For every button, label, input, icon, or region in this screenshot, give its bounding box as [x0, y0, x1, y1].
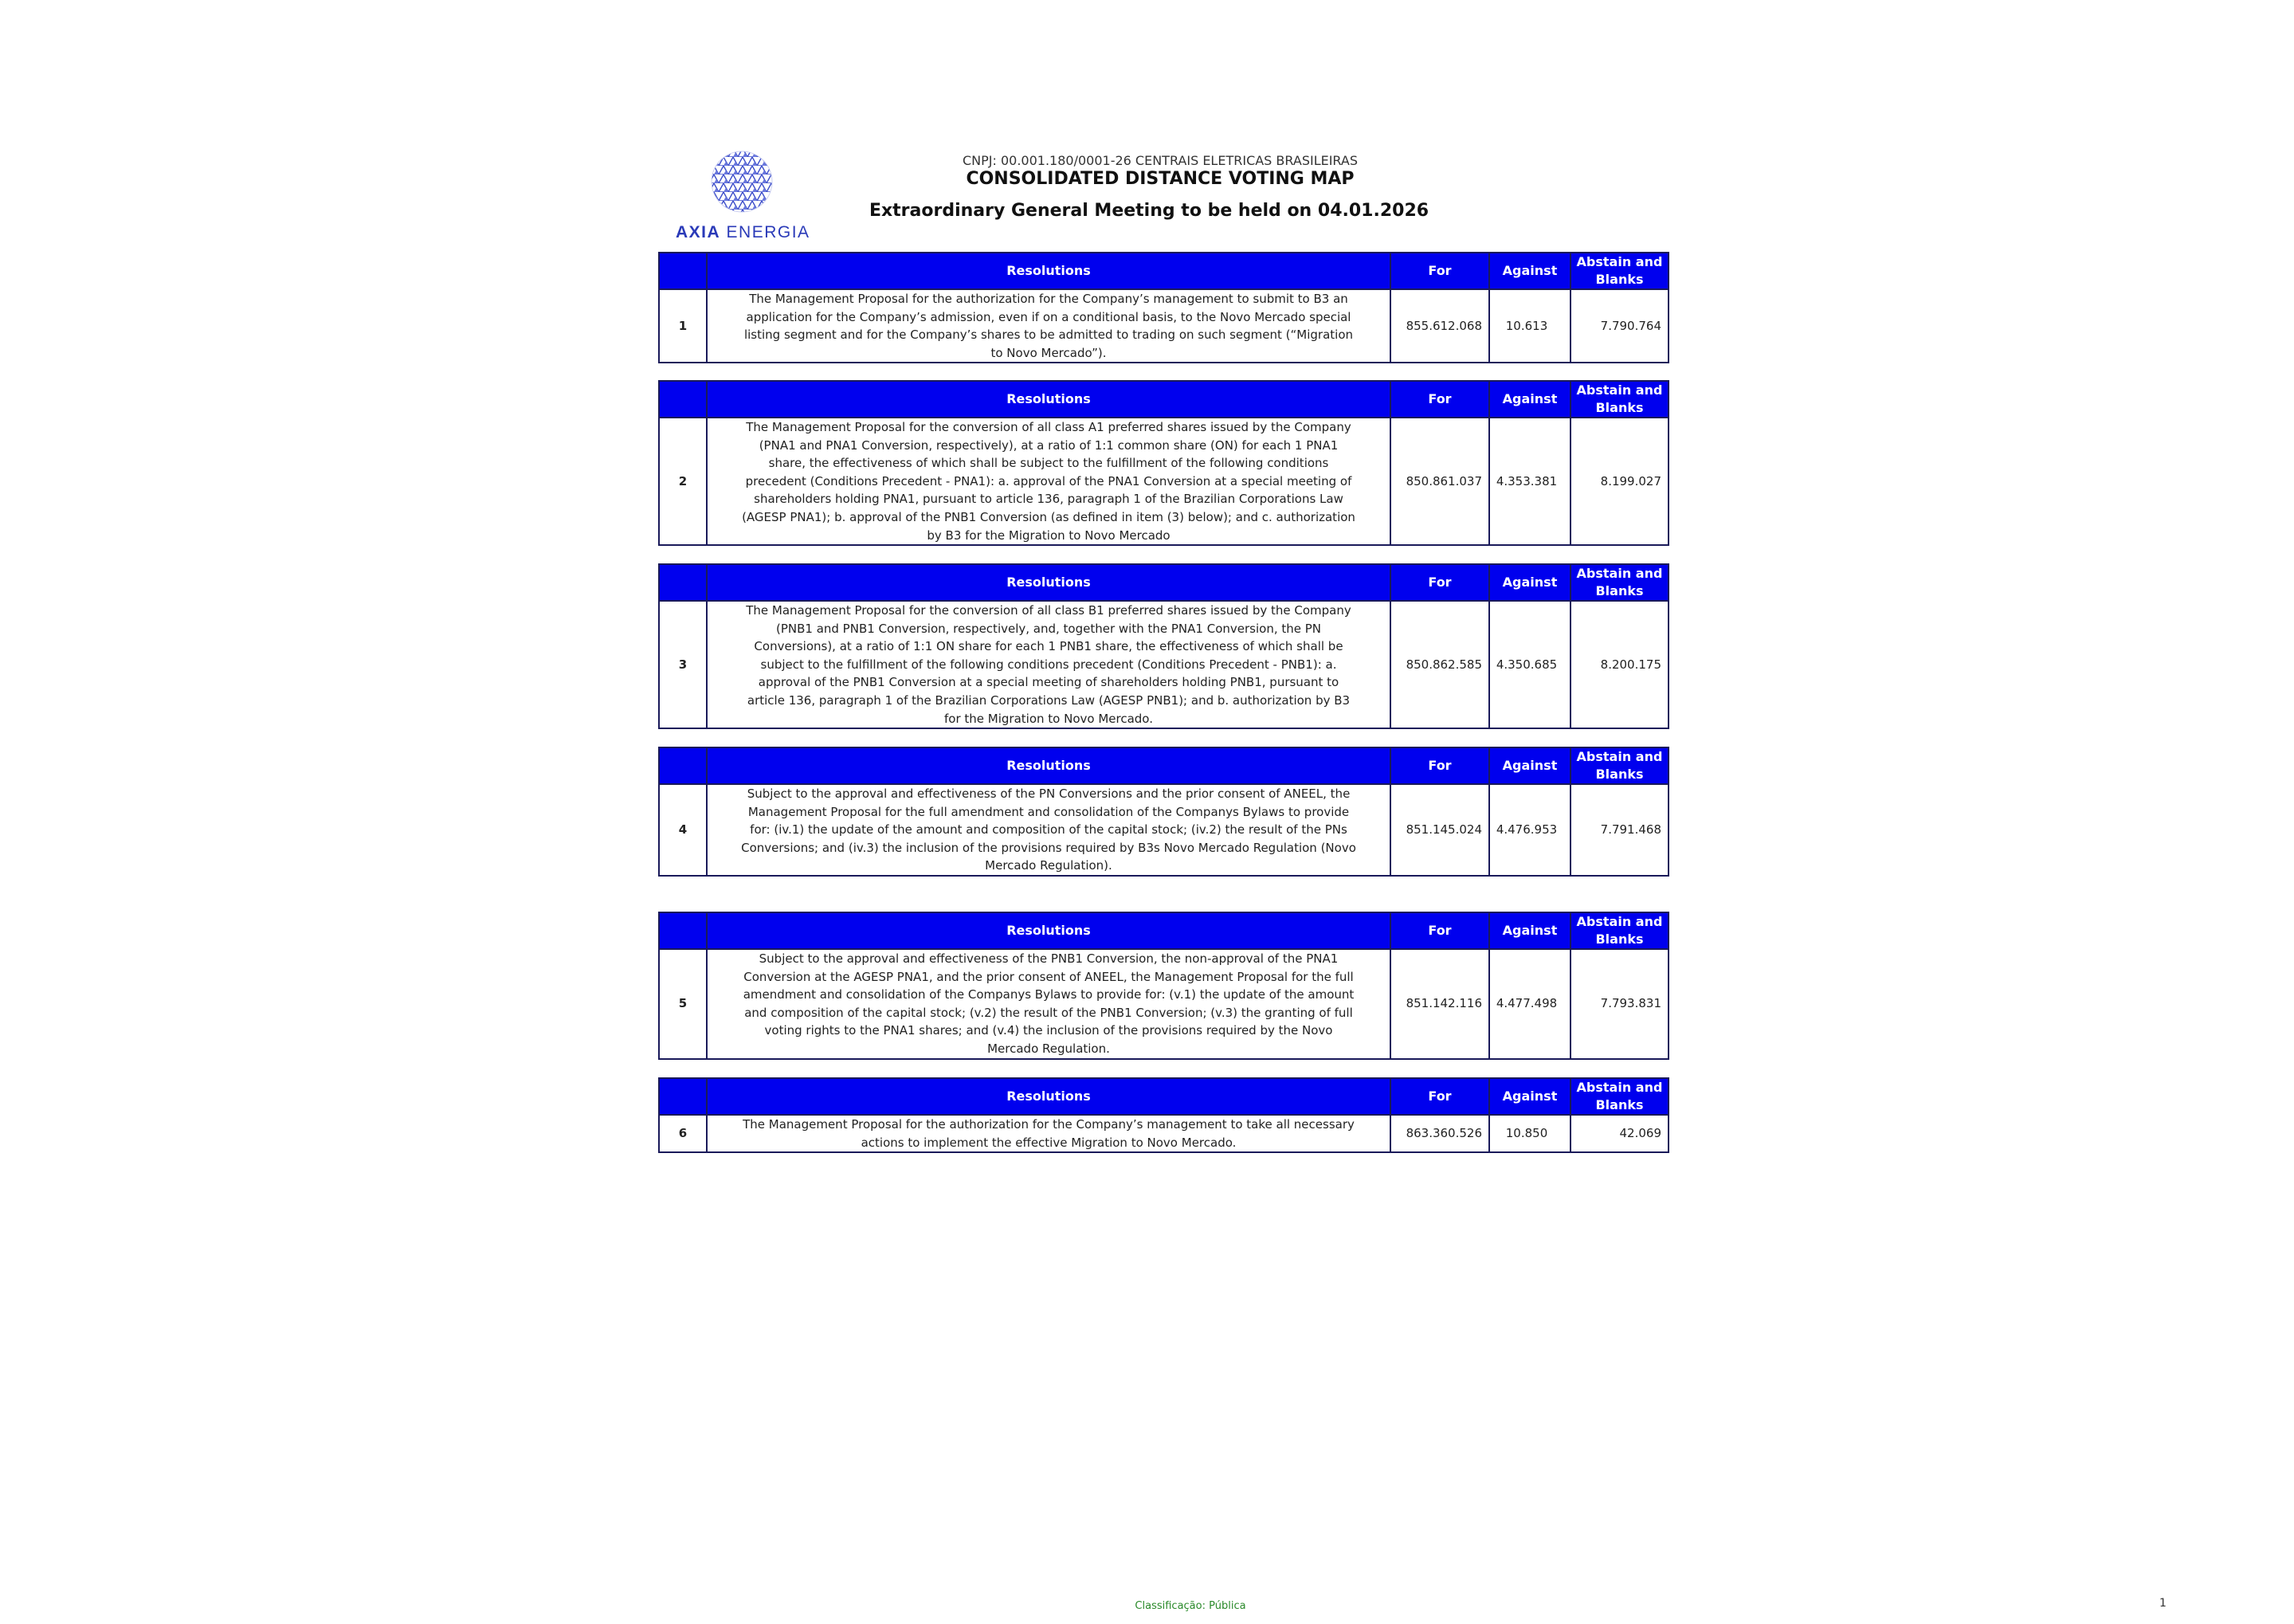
document-header [658, 143, 1669, 245]
header-for: For [1390, 381, 1489, 418]
votes-abstain: 42.069 [1571, 1115, 1669, 1152]
header-number [659, 253, 707, 289]
votes-abstain: 7.790.764 [1571, 289, 1669, 363]
votes-abstain: 8.200.175 [1571, 601, 1669, 728]
table-header-row [659, 381, 1669, 418]
header-for: For [1390, 564, 1489, 601]
votes-abstain: 7.791.468 [1571, 784, 1669, 876]
header-against: Against [1489, 253, 1571, 289]
page-number: 1 [2159, 1597, 2167, 1610]
header-abstain: Abstain and Blanks [1571, 381, 1669, 418]
resolution-table-6 [658, 1077, 1669, 1153]
document-title: CONSOLIDATED DISTANCE VOTING MAP [966, 169, 1355, 189]
table-header-row [659, 912, 1669, 949]
resolution-number: 5 [659, 949, 707, 1059]
header-against: Against [1489, 1078, 1571, 1115]
header-resolutions: Resolutions [707, 747, 1390, 784]
votes-for: 863.360.526 [1390, 1115, 1489, 1152]
table-row [659, 418, 1669, 545]
resolution-table-3 [658, 563, 1669, 729]
table-header-row [659, 747, 1669, 784]
table-header-row [659, 1078, 1669, 1115]
header-resolutions: Resolutions [707, 564, 1390, 601]
resolution-table-1 [658, 252, 1669, 363]
header-number [659, 747, 707, 784]
header-number [659, 912, 707, 949]
table-row [659, 1115, 1669, 1152]
cnpj-line: CNPJ: 00.001.180/0001-26 CENTRAIS ELETRICAS BRASILEIRAS [963, 153, 1358, 168]
votes-against: 4.477.498 [1489, 949, 1571, 1059]
resolution-number: 3 [659, 601, 707, 728]
header-for: For [1390, 253, 1489, 289]
votes-against: 10.850 [1489, 1115, 1571, 1152]
header-resolutions: Resolutions [707, 253, 1390, 289]
votes-against: 4.476.953 [1489, 784, 1571, 876]
logo-wordmark: AXIA ENERGIA [676, 223, 810, 241]
header-abstain: Abstain and Blanks [1571, 253, 1669, 289]
header-abstain: Abstain and Blanks [1571, 747, 1669, 784]
header-against: Against [1489, 564, 1571, 601]
resolution-number: 2 [659, 418, 707, 545]
header-against: Against [1489, 381, 1571, 418]
resolution-number: 6 [659, 1115, 707, 1152]
resolution-text: The Management Proposal for the authorization for the Company’s management to submit to B3 an application for the Company’s admission, even if on a conditional basis, to the Novo Mercado special listing segment and for the Company’s shares to be admitted to trading on such segment (“Migration to Novo Mercado”). [707, 289, 1390, 363]
resolution-number: 4 [659, 784, 707, 876]
votes-for: 850.861.037 [1390, 418, 1489, 545]
resolution-table-4 [658, 747, 1669, 877]
resolution-table-2 [658, 380, 1669, 546]
table-row [659, 289, 1669, 363]
resolution-text: The Management Proposal for the conversion of all class A1 preferred shares issued by the Company (PNA1 and PNA1 Conversion, respectively), at a ratio of 1:1 common share (ON) for each 1 PNA1 share, the effectiveness of which shall be subject to the fulfillment of the following conditions precedent (Conditions Precedent - PNA1): a. approval of the PNA1 Conversion at a special meeting of shareholders holding PNA1, pursuant to article 136, paragraph 1 of the Brazilian Corporations Law (AGESP PNA1); b. approval of the PNB1 Conversion (as defined in item (3) below); and c. authorization by B3 for the Migration to Novo Mercado [707, 418, 1390, 545]
header-abstain: Abstain and Blanks [1571, 912, 1669, 949]
table-row [659, 601, 1669, 728]
resolution-text: Subject to the approval and effectiveness of the PNB1 Conversion, the non-approval of the PNA1 Conversion at the AGESP PNA1, and the prior consent of ANEEL, the Management Proposal for the full amendment and consolidation of the Companys Bylaws to provide for: (v.1) the update of the amount and composition of the capital stock; (v.2) the result of the PNB1 Conversion; (v.3) the granting of full voting rights to the PNA1 shares; and (v.4) the inclusion of the provisions required by the Novo Mercado Regulation. [707, 949, 1390, 1059]
table-row [659, 784, 1669, 876]
header-abstain: Abstain and Blanks [1571, 564, 1669, 601]
resolution-table-5 [658, 912, 1669, 1060]
classification-footer: Classificação: Pública [1135, 1600, 1246, 1612]
votes-against: 4.350.685 [1489, 601, 1571, 728]
header-for: For [1390, 1078, 1489, 1115]
table-row [659, 949, 1669, 1059]
table-header-row [659, 253, 1669, 289]
header-against: Against [1489, 912, 1571, 949]
header-resolutions: Resolutions [707, 381, 1390, 418]
votes-abstain: 7.793.831 [1571, 949, 1669, 1059]
votes-for: 855.612.068 [1390, 289, 1489, 363]
votes-abstain: 8.199.027 [1571, 418, 1669, 545]
votes-for: 851.142.116 [1390, 949, 1489, 1059]
header-resolutions: Resolutions [707, 1078, 1390, 1115]
votes-for: 851.145.024 [1390, 784, 1489, 876]
resolution-text: The Management Proposal for the authorization for the Company’s management to take all necessary actions to implement the effective Migration to Novo Mercado. [707, 1115, 1390, 1152]
votes-for: 850.862.585 [1390, 601, 1489, 728]
header-for: For [1390, 747, 1489, 784]
header-against: Against [1489, 747, 1571, 784]
meeting-title: Extraordinary General Meeting to be held on 04.01.2026 [869, 201, 1429, 221]
header-number [659, 1078, 707, 1115]
header-number [659, 564, 707, 601]
votes-against: 4.353.381 [1489, 418, 1571, 545]
header-number [659, 381, 707, 418]
header-resolutions: Resolutions [707, 912, 1390, 949]
header-abstain: Abstain and Blanks [1571, 1078, 1669, 1115]
table-header-row [659, 564, 1669, 601]
votes-against: 10.613 [1489, 289, 1571, 363]
header-for: For [1390, 912, 1489, 949]
resolution-number: 1 [659, 289, 707, 363]
resolution-text: Subject to the approval and effectiveness of the PN Conversions and the prior consent of ANEEL, the Management Proposal for the full amendment and consolidation of the Companys Bylaws to provide for: (iv.1) the update of the amount and composition of the capital stock; (iv.2) the result of the PNs Conversions; and (iv.3) the inclusion of the provisions required by B3s Novo Mercado Regulation (Novo Mercado Regulation). [707, 784, 1390, 876]
resolution-text: The Management Proposal for the conversion of all class B1 preferred shares issued by the Company (PNB1 and PNB1 Conversion, respectively, and, together with the PNA1 Conversion, the PN Conversions), at a ratio of 1:1 ON share for each 1 PNB1 share, the effectiveness of which shall be subject to the fulfillment of the following conditions precedent (Conditions Precedent - PNB1): a. approval of the PNB1 Conversion at a special meeting of shareholders holding PNB1, pursuant to article 136, paragraph 1 of the Brazilian Corporations Law (AGESP PNB1); and b. authorization by B3 for the Migration to Novo Mercado. [707, 601, 1390, 728]
